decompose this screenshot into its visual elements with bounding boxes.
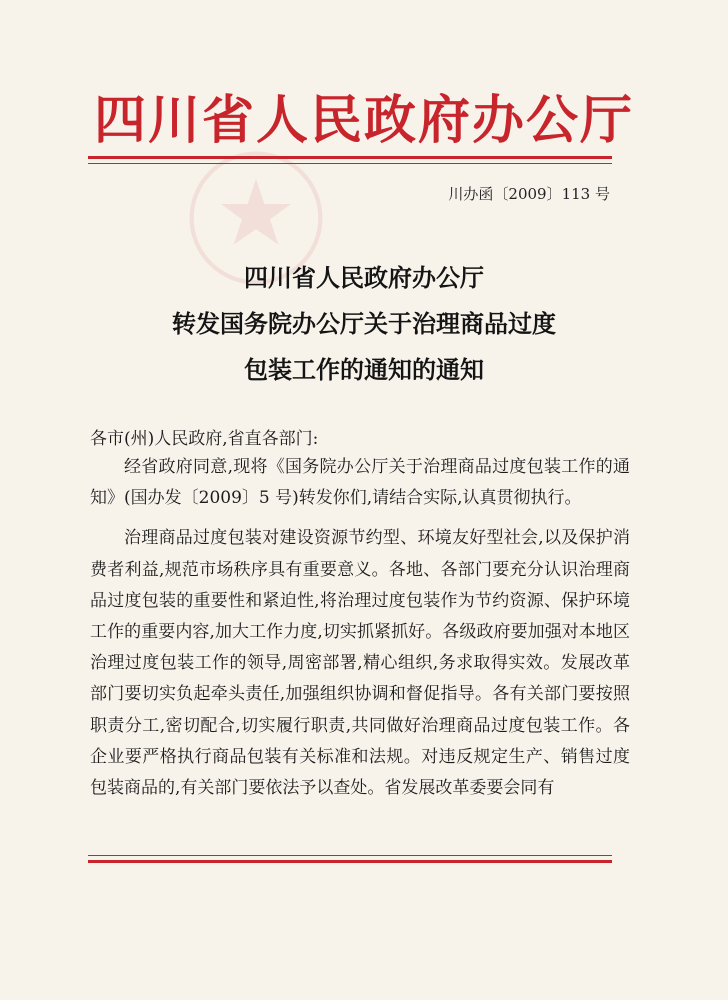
paragraph-1: 经省政府同意,现将《国务院办公厅关于治理商品过度包装工作的通知》(国办发〔2009〕5 号)转发你们,请结合实际,认真贯彻执行。 (90, 457, 630, 509)
issuer-header: 四川省人民政府办公厅 (93, 90, 634, 151)
paragraph-2: 治理商品过度包装对建设资源节约型、环境友好型社会,以及保护消费者利益,规范市场秩序具有重要意义。各地、各部门要充分认识治理商品过度包装的重要性和紧迫性,将治理过度包装作为节约资源、保护环境工作的重要内容,加大工作力度,切实抓紧抓好。各级政府要加强对本地区治理过度包装工作的领导,周密部署,精心组织,务求取得实效。发展改革部门要切实负起牵头责任,加强组织协调和督促指导。各有关部门要按照职责分工,密切配合,切实履行职责,共同做好治理商品过度包装工作。各企业要严格执行商品包装有关标准和法规。对违反规定生产、销售过度包装商品的,有关部门要依法予以查处。省发展改革委要会同有 (90, 528, 630, 799)
doc-title-line-2: 转发国务院办公厅关于治理商品过度 (172, 309, 556, 338)
header-red-rule-thick (88, 156, 612, 159)
doc-title-line-3: 包装工作的通知的通知 (244, 355, 484, 384)
footer-red-rule-thin (88, 855, 612, 856)
body-text (90, 452, 630, 804)
footer-red-rule-thick (88, 860, 612, 863)
doc-title-line-1: 四川省人民政府办公厅 (244, 263, 484, 292)
document-number: 川办函〔2009〕113 号 (448, 185, 610, 203)
header-red-rule-thin (88, 163, 612, 164)
salutation: 各市(州)人民政府,省直各部门: (90, 429, 319, 449)
